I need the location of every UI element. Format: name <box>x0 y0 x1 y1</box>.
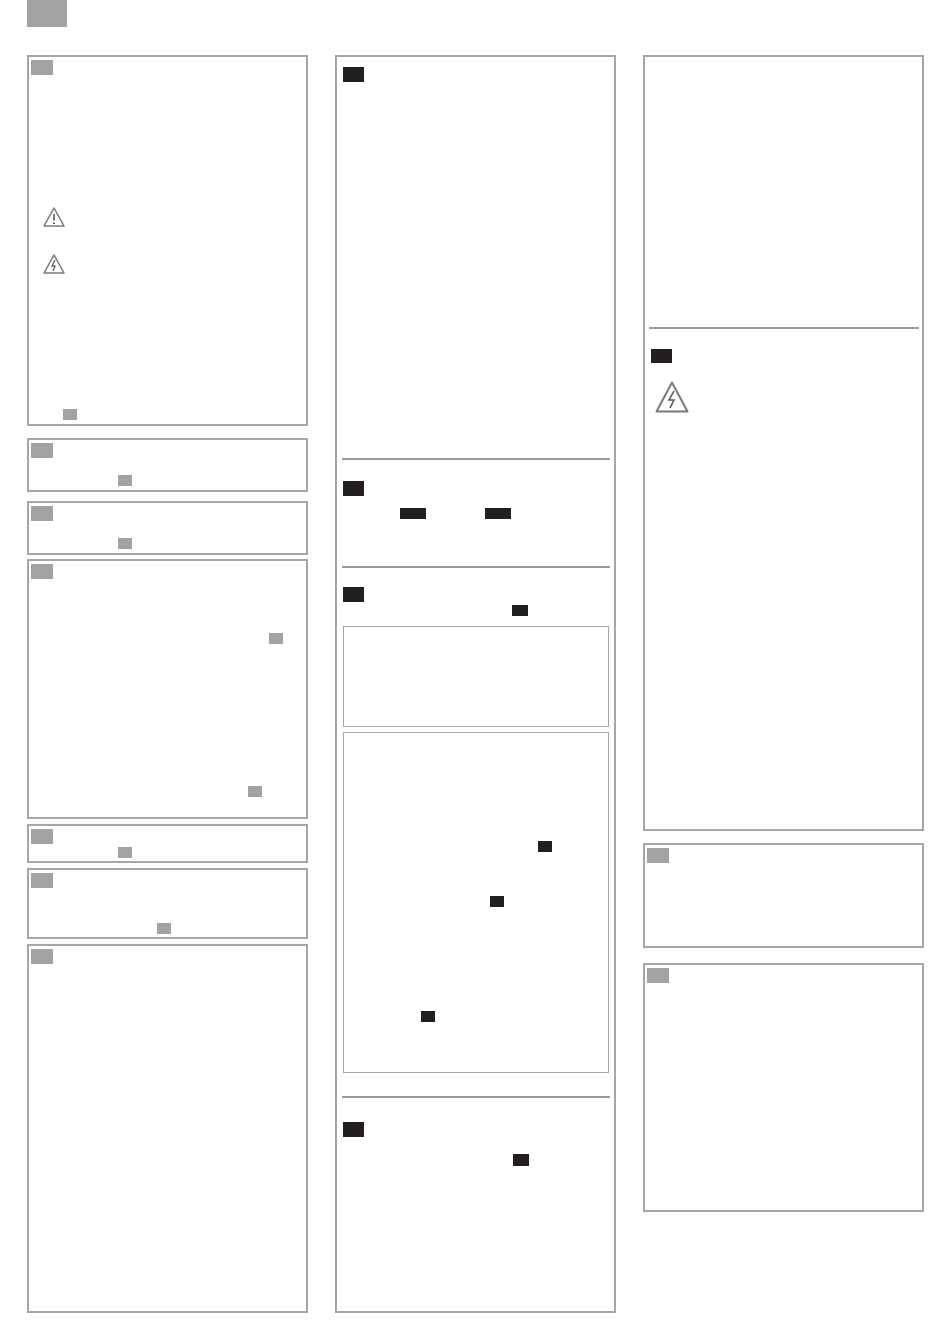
figure-reference-tag <box>512 605 528 616</box>
section-general-info <box>27 55 308 426</box>
page-language-tag <box>27 0 67 27</box>
section-tag <box>31 873 53 888</box>
electric-hazard-icon <box>43 254 65 274</box>
section-box-4 <box>27 559 308 819</box>
figure-reference-tag <box>248 786 262 797</box>
section-box-2 <box>27 438 308 492</box>
electric-hazard-icon <box>655 381 689 413</box>
column-2-panel <box>335 55 616 1313</box>
figure-reference-tag <box>513 1154 529 1166</box>
section-divider <box>342 1096 610 1098</box>
section-tag <box>31 949 53 964</box>
section-tag <box>343 587 364 602</box>
section-divider <box>649 327 919 329</box>
warning-triangle-icon <box>43 207 65 227</box>
column-3-panel <box>643 55 924 831</box>
section-box-5 <box>27 824 308 863</box>
figure-reference-tag <box>490 896 504 907</box>
inline-reference-tag <box>400 508 426 519</box>
section-box-3 <box>27 501 308 555</box>
figure-reference-tag <box>538 841 552 852</box>
section-tag <box>343 67 364 82</box>
figure-reference-tag <box>269 633 283 644</box>
section-tag <box>31 60 53 75</box>
section-tag <box>647 968 669 983</box>
figure-reference-tag <box>157 923 171 934</box>
figure-reference-tag <box>63 409 77 420</box>
section-tag <box>31 829 53 844</box>
section-tag <box>31 506 53 521</box>
section-tag <box>651 349 672 363</box>
figure-reference-tag <box>421 1011 435 1022</box>
section-box-col3-3 <box>643 963 924 1212</box>
section-box-col3-2 <box>643 843 924 948</box>
section-tag <box>343 1122 364 1137</box>
info-box <box>343 732 609 1073</box>
section-tag <box>343 481 364 496</box>
inline-reference-tag <box>485 508 511 519</box>
info-box <box>343 626 609 727</box>
section-tag <box>647 848 669 863</box>
section-box-6 <box>27 868 308 939</box>
section-box-7 <box>27 944 308 1313</box>
figure-reference-tag <box>118 475 132 486</box>
figure-reference-tag <box>118 538 132 549</box>
section-tag <box>31 443 53 458</box>
section-divider <box>342 458 610 460</box>
section-tag <box>31 564 53 579</box>
section-divider <box>342 566 610 568</box>
figure-reference-tag <box>118 847 132 858</box>
